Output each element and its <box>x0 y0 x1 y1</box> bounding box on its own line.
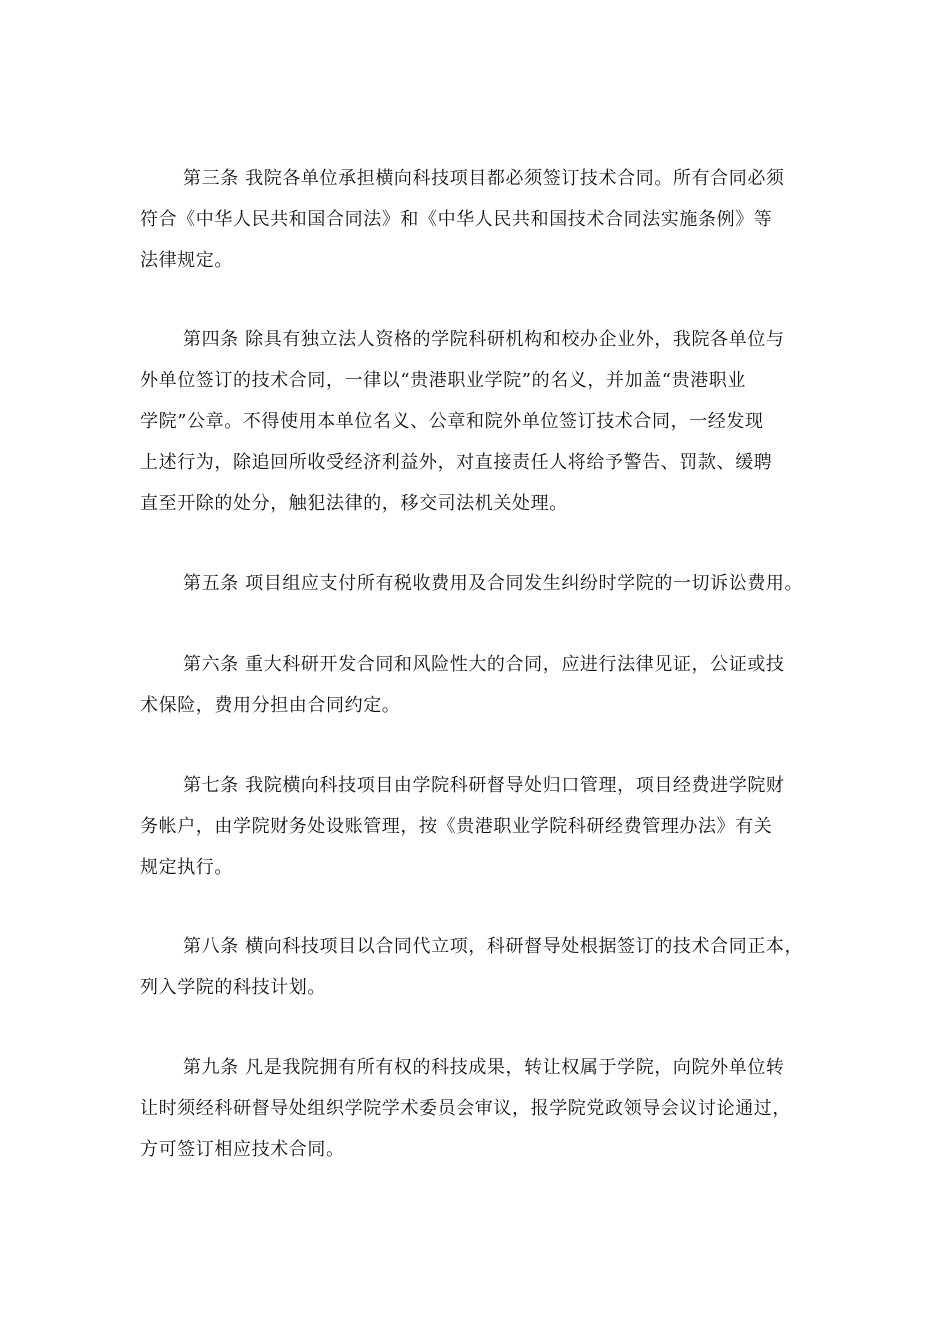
article-line: 直至开除的处分，触犯法律的，移交司法机关处理。 <box>140 493 568 514</box>
article-line: 第七条 我院横向科技项目由学院科研督导处归口管理，项目经费进学院财 <box>183 775 785 796</box>
article-line: 第五条 项目组应支付所有税收费用及合同发生纠纷时学院的一切诉讼费用。 <box>183 573 804 594</box>
article-line: 第三条 我院各单位承担横向科技项目都必须签订技术合同。所有合同必须 <box>183 168 785 189</box>
article-line: 符合《中华人民共和国合同法》和《中华人民共和国技术合同法实施条例》等 <box>140 209 773 230</box>
article-line: 术保险，费用分担由合同约定。 <box>140 695 401 716</box>
article-line: 第八条 横向科技项目以合同代立项，科研督导处根据签订的技术合同正本， <box>183 936 804 957</box>
article-line: 学院”公章。不得使用本单位名义、公章和院外单位签订技术合同，一经发现 <box>140 411 764 432</box>
article-line: 第六条 重大科研开发合同和风险性大的合同，应进行法律见证，公证或技 <box>183 654 785 675</box>
article-line: 外单位签订的技术合同，一律以“贵港职业学院”的名义，并加盖“贵港职业 <box>140 370 747 391</box>
article-line: 规定执行。 <box>140 857 233 878</box>
article-line: 务帐户，由学院财务处设账管理，按《贵港职业学院科研经费管理办法》有关 <box>140 816 773 837</box>
article-line: 方可签订相应技术合同。 <box>140 1139 345 1160</box>
article-line: 第九条 凡是我院拥有所有权的科技成果，转让权属于学院，向院外单位转 <box>183 1057 785 1078</box>
article-line: 第四条 除具有独立法人资格的学院科研机构和校办企业外，我院各单位与 <box>183 329 785 350</box>
article-line: 列入学院的科技计划。 <box>140 977 326 998</box>
article-line: 法律规定。 <box>140 250 233 271</box>
article-line: 上述行为，除追回所收受经济利益外，对直接责任人将给予警告、罚款、缓聘 <box>140 452 773 473</box>
article-line: 让时须经科研督导处组织学院学术委员会审议，报学院党政领导会议讨论通过， <box>140 1098 791 1119</box>
